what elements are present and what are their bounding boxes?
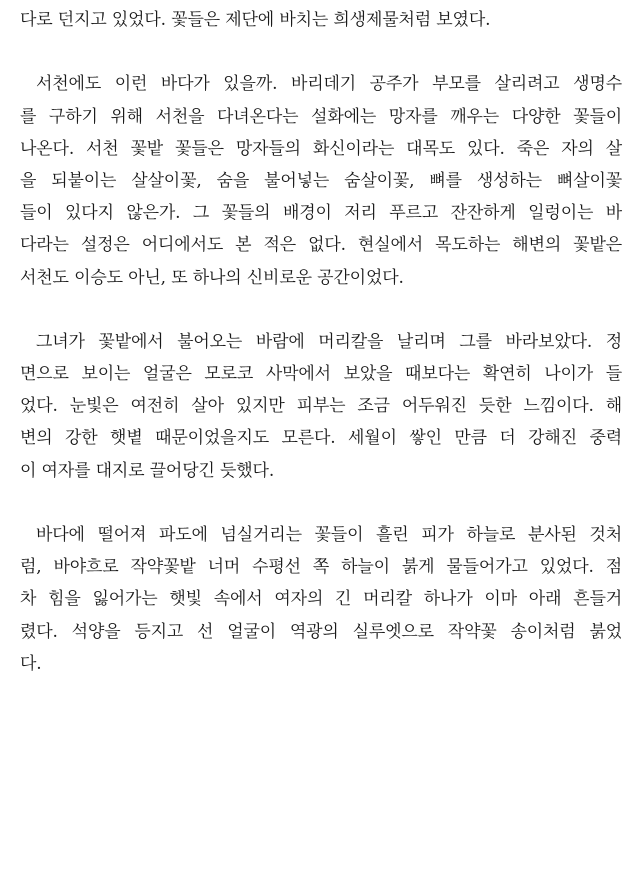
- text-line: 다로 던지고 있었다. 꽃들은 제단에 바치는 희생제물처럼 보였다.: [20, 10, 491, 30]
- paragraph-4: [20, 519, 622, 680]
- text-line: 럼, 바야흐로 작약꽃밭 너머 수평선 쪽 하늘이 붉게 물들어가고 있었다. 점: [20, 557, 622, 578]
- text-line: 차 힘을 잃어가는 햇빛 속에서 여자의 긴 머리칼 하나가 이마 아래 흔들거: [20, 589, 622, 610]
- text-line: 들이 있다지 않은가. 그 꽃들의 배경이 저리 푸르고 잔잔하게 일렁이는 바: [20, 203, 622, 224]
- text-line: 서천도 이승도 아닌, 또 하나의 신비로운 공간이었다.: [20, 267, 404, 288]
- text-line: 다.: [20, 653, 42, 674]
- text-line: 나온다. 서천 꽃밭 꽃들은 망자들의 화신이라는 대목도 있다. 죽은 자의 살: [20, 138, 622, 159]
- text-line: 다라는 설정은 어디에서도 본 적은 없다. 현실에서 목도하는 해변의 꽃밭은: [20, 235, 622, 256]
- paragraph-gap: [20, 294, 622, 326]
- text-line: 을 되붙이는 살살이꽃, 숨을 불어넣는 숨살이꽃, 뼈를 생성하는 뼈살이꽃: [20, 170, 622, 191]
- text-line: 면으로 보이는 얼굴은 모로코 사막에서 보았을 때보다는 확연히 나이가 들: [20, 364, 622, 385]
- paragraph-3: [20, 326, 622, 487]
- text-line: 이 여자를 대지로 끌어당긴 듯했다.: [20, 460, 275, 481]
- text-line: 었다. 눈빛은 여전히 살아 있지만 피부는 조금 어두워진 듯한 느낌이다. 해: [20, 396, 622, 417]
- document-page: [20, 4, 622, 680]
- text-line: 서천에도 이런 바다가 있을까. 바리데기 공주가 부모를 살리려고 생명수: [36, 74, 622, 95]
- text-line: 렸다. 석양을 등지고 선 얼굴이 역광의 실루엣으로 작약꽃 송이처럼 붉었: [20, 621, 622, 642]
- paragraph-gap: [20, 487, 622, 519]
- text-line: 변의 강한 햇볕 때문이었을지도 모른다. 세월이 쌓인 만큼 더 강해진 중력: [20, 428, 622, 449]
- paragraph-gap: [20, 36, 622, 68]
- text-line: 를 구하기 위해 서천을 다녀온다는 설화에는 망자를 깨우는 다양한 꽃들이: [20, 106, 622, 127]
- paragraph-2: [20, 68, 622, 293]
- text-line: 바다에 떨어져 파도에 넘실거리는 꽃들이 흘린 피가 하늘로 분사된 것처: [36, 525, 622, 545]
- text-line: 그녀가 꽃밭에서 불어오는 바람에 머리칼을 날리며 그를 바라보았다. 정: [36, 331, 622, 352]
- paragraph-1: [20, 4, 622, 36]
